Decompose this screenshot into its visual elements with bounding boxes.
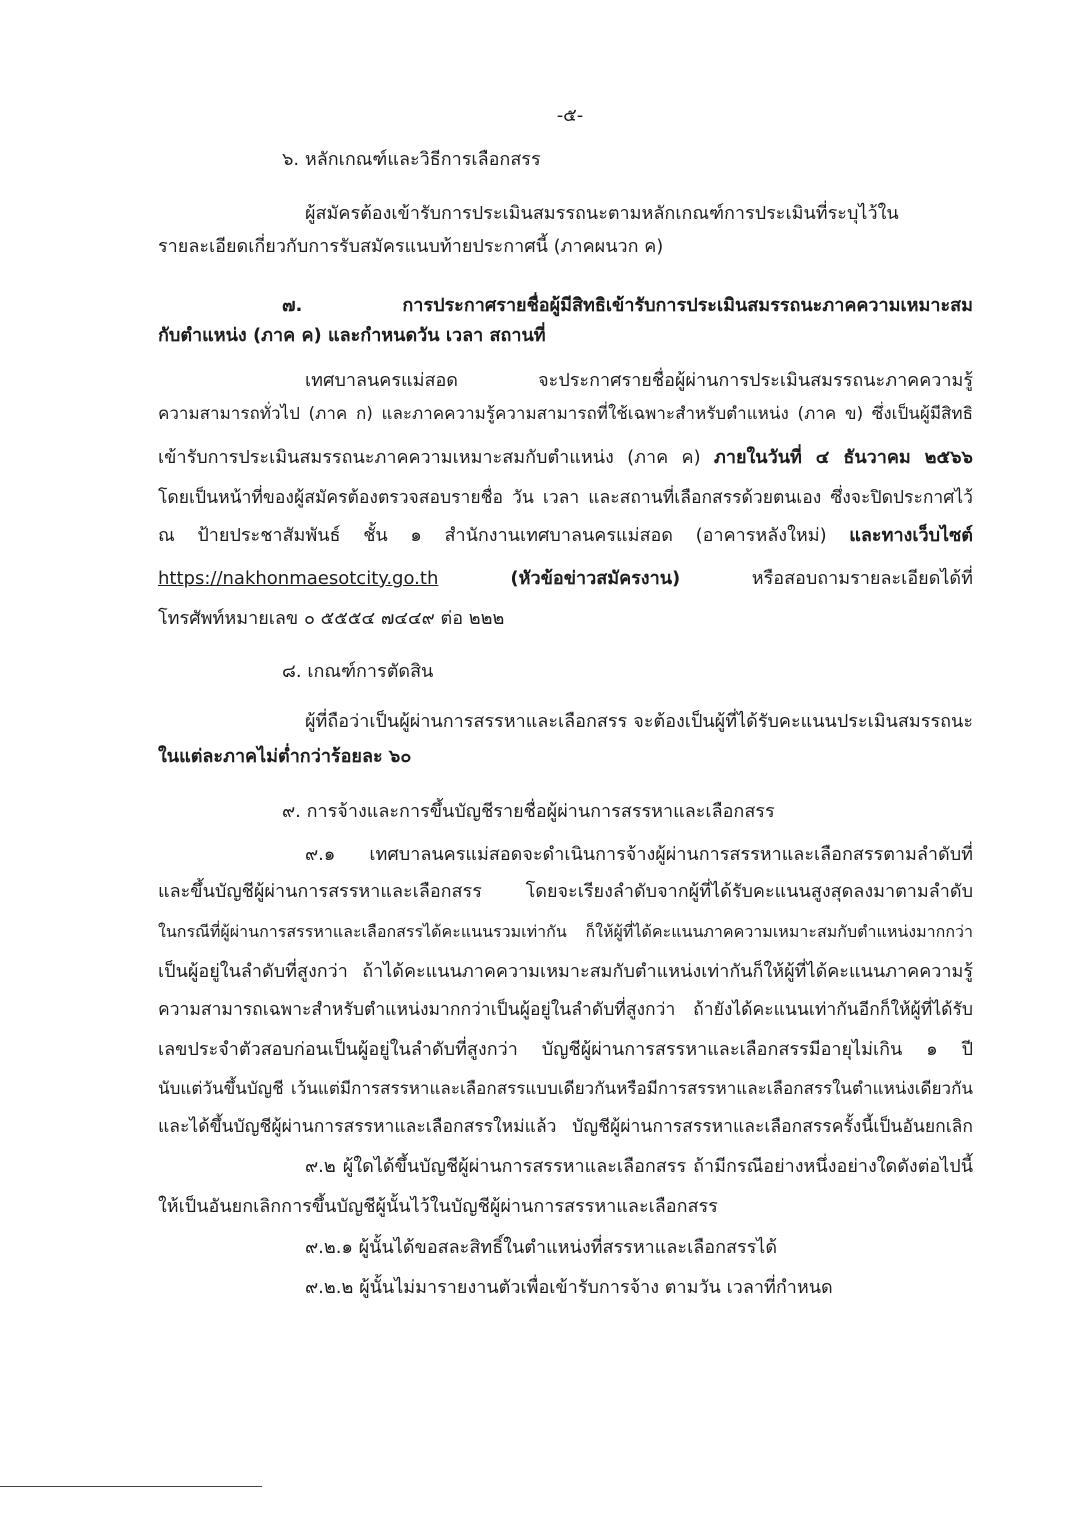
section-9-2-line-1: ๙.๒ ผู้ใดได้ขึ้นบัญชีผู้ผ่านการสรรหาและเลือกสรร ถ้ามีกรณีอย่างหนึ่งอย่างใดดังต่อไปนี้	[305, 1156, 973, 1177]
footer-rule	[0, 1486, 262, 1487]
section-8-text-line-2: ในแต่ละภาคไม่ต่ำกว่าร้อยละ ๖๐	[158, 746, 412, 767]
section-9-2-2: ๙.๒.๒ ผู้นั้นไม่มารายงานตัวเพื่อเข้ารับการจ้าง ตามวัน เวลาที่กำหนด	[305, 1277, 833, 1298]
section-9-2-1: ๙.๒.๑ ผู้นั้นได้ขอสละสิทธิ์ในตำแหน่งที่สรรหาและเลือกสรรได้	[305, 1237, 778, 1258]
section-9-1-line-3: ในกรณีที่ผู้ผ่านการสรรหาและเลือกสรรได้คะแนนรวมเท่ากัน ก็ให้ผู้ที่ได้คะแนนภาคความเหมาะสมกับตำแหน่งมากกว่า	[158, 922, 973, 941]
section-7-text-line-4: โดยเป็นหน้าที่ของผู้สมัครต้องตรวจสอบรายชื่อ วัน เวลา และสถานที่เลือกสรรด้วยตนเอง ซึ่งจะปิดประกาศไว้	[158, 488, 973, 508]
website-link[interactable]: https://nakhonmaesotcity.go.th	[158, 568, 439, 589]
section-9-heading: ๙. การจ้างและการขึ้นบัญชีรายชื่อผู้ผ่านการสรรหาและเลือกสรร	[282, 801, 775, 822]
section-6-heading: ๖. หลักเกณฑ์และวิธีการเลือกสรร	[282, 149, 541, 170]
section-9-1-line-2: และขึ้นบัญชีผู้ผ่านการสรรหาและเลือกสรร โดยจะเรียงลำดับจากผู้ที่ได้รับคะแนนสูงสุดลงมาตามลำดับ	[158, 881, 973, 902]
page-number: -๕-	[556, 105, 584, 126]
section-9-1-line-4: เป็นผู้อยู่ในลำดับที่สูงกว่า ถ้าได้คะแนนภาคความเหมาะสมกับตำแหน่งเท่ากันก็ให้ผู้ที่ได้คะแนนภาคความรู้	[158, 961, 973, 982]
section-6-text-line-1: ผู้สมัครต้องเข้ารับการประเมินสมรรถนะตามหลักเกณฑ์การประเมินที่ระบุไว้ใน	[305, 203, 899, 224]
section-7-text-line-3	[158, 443, 973, 473]
section-9-1-line-7: นับแต่วันขึ้นบัญชี เว้นแต่มีการสรรหาและเลือกสรรแบบเดียวกันหรือมีการสรรหาและเลือกสรรในตำแหน่งเดียวกัน	[158, 1079, 973, 1099]
section-7-text-line-7: โทรศัพท์หมายเลข ๐ ๕๕๕๔ ๗๔๔๙ ต่อ ๒๒๒	[158, 608, 505, 629]
section-9-1-line-8: และได้ขึ้นบัญชีผู้ผ่านการสรรหาและเลือกสรรใหม่แล้ว บัญชีผู้ผ่านการสรรหาและเลือกสรรครั้งนี้เป็นอันยกเลิก	[158, 1117, 973, 1137]
section-7-text-line-6-c: หรือสอบถามรายละเอียดได้ที่	[680, 568, 973, 589]
section-7-text-line-5	[158, 521, 973, 551]
section-9-1-line-1: ๙.๑ เทศบาลนครแม่สอดจะดำเนินการจ้างผู้ผ่านการสรรหาและเลือกสรรตามลำดับที่	[305, 844, 973, 865]
section-9-2-line-2: ให้เป็นอันยกเลิกการขึ้นบัญชีผู้นั้นไว้ในบัญชีผู้ผ่านการสรรหาและเลือกสรร	[158, 1196, 718, 1217]
section-8-heading: ๘. เกณฑ์การตัดสิน	[282, 661, 434, 682]
section-7-text-line-6	[158, 564, 973, 594]
section-7-text-line-3-a: เข้ารับการประเมินสมรรถนะภาคความเหมาะสมกับตำแหน่ง (ภาค ค)	[158, 447, 714, 468]
section-7-text-line-5-a: ณ ป้ายประชาสัมพันธ์ ชั้น ๑ สำนักงานเทศบาลนครแม่สอด (อาคารหลังใหม่)	[158, 525, 850, 546]
section-9-1-line-5: ความสามารถเฉพาะสำหรับตำแหน่งมากกว่าเป็นผู้อยู่ในลำดับที่สูงกว่า ถ้ายังได้คะแนนเท่ากันอีกก็ให้ผู้ที่ได้รับ	[158, 1000, 973, 1020]
section-7-text-line-5-b: และทางเว็บไซต์	[849, 525, 973, 546]
section-7-text-line-2: ความสามารถทั่วไป (ภาค ก) และภาคความรู้ความสามารถที่ใช้เฉพาะสำหรับตำแหน่ง (ภาค ข) ซึ่งเป็นผู้มีสิทธิ	[158, 404, 973, 424]
section-7-heading-line-1: ๗. การประกาศรายชื่อผู้มีสิทธิเข้ารับการประเมินสมรรถนะภาคความเหมาะสม	[282, 295, 973, 316]
section-9-1-line-6: เลขประจำตัวสอบก่อนเป็นผู้อยู่ในลำดับที่สูงกว่า บัญชีผู้ผ่านการสรรหาและเลือกสรรมีอายุไม่เกิน ๑ ปี	[158, 1039, 973, 1060]
section-6-text-line-2: รายละเอียดเกี่ยวกับการรับสมัครแนบท้ายประกาศนี้ (ภาคผนวก ค)	[158, 236, 664, 257]
announcement-date: ภายในวันที่ ๔ ธันวาคม ๒๕๖๖	[714, 447, 973, 468]
section-7-text-line-1: เทศบาลนครแม่สอด จะประกาศรายชื่อผู้ผ่านการประเมินสมรรถนะภาคความรู้	[305, 370, 973, 391]
section-7-heading-line-2: กับตำแหน่ง (ภาค ค) และกำหนดวัน เวลา สถานที่	[158, 325, 546, 346]
website-topic: (หัวข้อข่าวสมัครงาน)	[438, 568, 681, 589]
section-8-text-line-1: ผู้ที่ถือว่าเป็นผู้ผ่านการสรรหาและเลือกสรร จะต้องเป็นผู้ที่ได้รับคะแนนประเมินสมรรถนะ	[305, 711, 973, 732]
